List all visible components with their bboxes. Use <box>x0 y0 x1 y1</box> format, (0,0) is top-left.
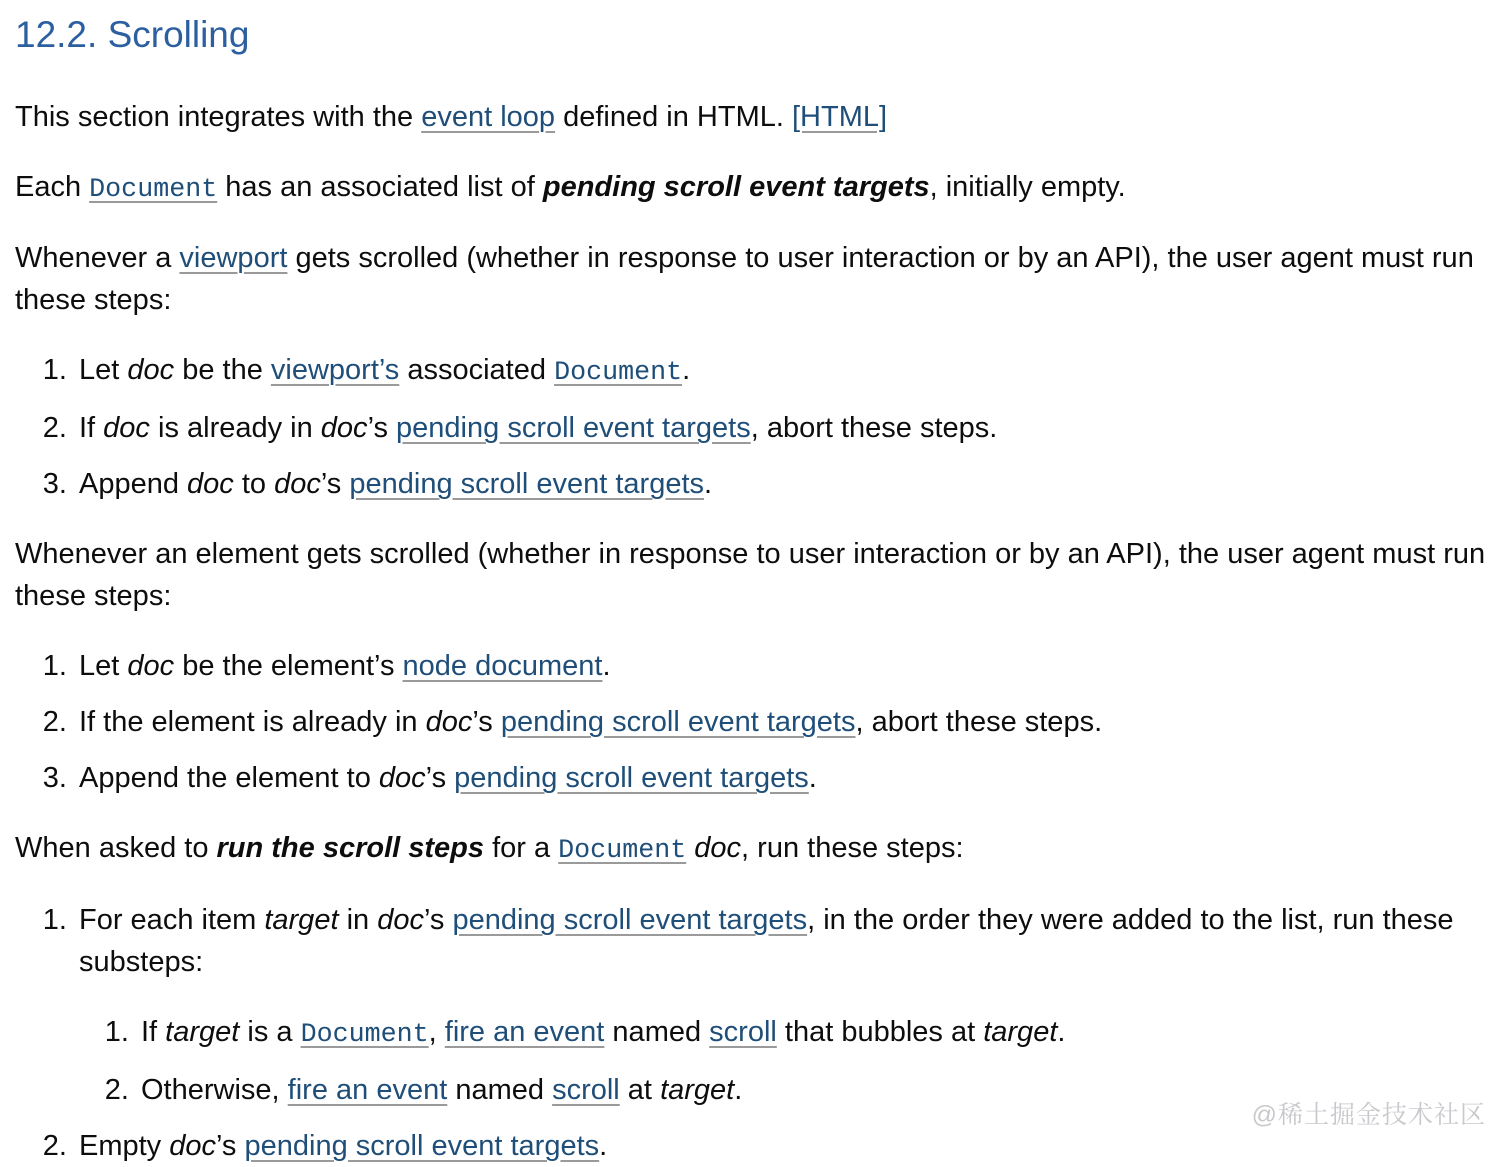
viewport-scroll-steps-list <box>15 349 1490 505</box>
text: , <box>428 1016 445 1049</box>
pending-scroll-event-targets-link[interactable]: pending scroll event targets <box>349 468 705 501</box>
document-link[interactable]: Document <box>89 174 218 205</box>
text: If <box>141 1016 166 1049</box>
italic-text: target <box>660 1073 735 1106</box>
text: is a <box>239 1016 301 1049</box>
text: This section integrates with the <box>15 100 422 133</box>
list-item <box>75 757 1490 799</box>
text: defined in HTML. <box>555 100 792 133</box>
text: has an associated list of <box>217 170 543 203</box>
italic-text: doc <box>274 468 321 501</box>
paragraph-run-scroll-steps <box>15 827 1490 871</box>
document-link[interactable]: Document <box>558 836 687 867</box>
text: . <box>682 354 691 387</box>
text: named <box>604 1016 710 1049</box>
text: named <box>447 1073 553 1106</box>
viewport-link[interactable]: viewport <box>179 242 288 275</box>
list-item-text <box>79 904 1462 978</box>
text: associated <box>399 354 555 387</box>
italic-text: doc <box>425 706 473 739</box>
scroll-event-link[interactable]: scroll <box>709 1016 777 1049</box>
paragraph-pending-targets-definition <box>15 166 1490 210</box>
text: Each <box>15 170 90 203</box>
paragraph-intro <box>15 96 1490 138</box>
text: If the element is already in <box>79 706 426 739</box>
text: Whenever a <box>15 242 180 275</box>
text: in <box>338 904 378 937</box>
text: Whenever an element gets scrolled (whether in response to user interaction or by an API), the user agent must run these steps: <box>15 538 1494 613</box>
text: Append the element to <box>79 762 379 795</box>
text: . <box>734 1073 743 1106</box>
text: gets scrolled (whether in response to user interaction or by an API), the user agent must run these steps: <box>15 242 1482 317</box>
element-scroll-steps-list <box>15 645 1490 799</box>
italic-text: doc <box>377 904 424 937</box>
text: , abort these steps. <box>750 412 998 445</box>
list-item <box>75 899 1490 1111</box>
scroll-event-link[interactable]: scroll <box>552 1073 620 1106</box>
document-link[interactable]: Document <box>300 1020 429 1051</box>
list-item <box>75 645 1490 687</box>
pending-scroll-event-targets-link[interactable]: pending scroll event targets <box>500 706 856 739</box>
text: Append <box>79 468 188 501</box>
pending-scroll-event-targets-link[interactable]: pending scroll event targets <box>454 762 809 795</box>
html-ref-link[interactable]: [HTML] <box>791 100 888 133</box>
italic-text: doc <box>103 412 150 445</box>
event-loop-link[interactable]: event loop <box>421 100 556 133</box>
text: to <box>233 468 275 501</box>
text: at <box>619 1073 661 1106</box>
pending-scroll-event-targets-link[interactable]: pending scroll event targets <box>244 1130 600 1162</box>
text: ’s <box>472 706 501 739</box>
paragraph-viewport-scrolled <box>15 237 1490 321</box>
italic-text: doc <box>127 354 175 387</box>
list-item <box>75 463 1490 505</box>
italic-text: doc <box>127 650 175 683</box>
text: ’s <box>423 904 453 937</box>
italic-text: doc <box>378 762 426 795</box>
text: Let <box>79 354 128 387</box>
paragraph-element-scrolled <box>15 533 1494 617</box>
text: For each item <box>79 904 265 937</box>
pending-scroll-event-targets-link[interactable]: pending scroll event targets <box>452 904 808 937</box>
node-document-link[interactable]: node document <box>402 650 603 683</box>
text: , abort these steps. <box>855 706 1103 739</box>
text: that bubbles at <box>776 1016 984 1049</box>
text: ’s <box>216 1130 245 1162</box>
fire-an-event-link[interactable]: fire an event <box>287 1073 448 1106</box>
italic-text: target <box>264 904 339 937</box>
italic-text: doc <box>694 832 742 865</box>
text: be the <box>174 354 271 387</box>
italic-text: doc <box>320 412 368 445</box>
text: When asked to <box>15 832 217 865</box>
text: Empty <box>79 1130 170 1162</box>
text: Otherwise, <box>141 1073 288 1106</box>
italic-text: doc <box>187 468 234 501</box>
text: . <box>808 762 817 795</box>
text: be the element’s <box>174 650 403 683</box>
text: , initially empty. <box>929 170 1126 203</box>
list-item <box>75 407 1490 449</box>
bold-italic-text: run the scroll steps <box>216 832 485 865</box>
text: . <box>599 1130 608 1162</box>
text: ’s <box>320 468 350 501</box>
text: Let <box>79 650 128 683</box>
text: , in the order they were added to the list, run these substeps: <box>79 904 1462 979</box>
list-item <box>75 701 1490 743</box>
text: for a <box>484 832 559 865</box>
text: is already in <box>149 412 321 445</box>
pending-scroll-event-targets-link[interactable]: pending scroll event targets <box>396 412 751 445</box>
section-heading: 12.2. Scrolling <box>15 14 250 55</box>
list-item <box>75 349 1490 393</box>
text: ’s <box>367 412 397 445</box>
document-link[interactable]: Document <box>554 358 683 389</box>
text: , run these steps: <box>741 832 964 865</box>
text: . <box>704 468 713 501</box>
text: . <box>602 650 611 683</box>
italic-text: doc <box>169 1130 217 1162</box>
fire-an-event-link[interactable]: fire an event <box>444 1016 605 1049</box>
italic-text: target <box>983 1016 1058 1049</box>
text: . <box>1057 1016 1066 1049</box>
bold-italic-text: pending scroll event targets <box>542 170 930 203</box>
list-item <box>137 1011 1490 1055</box>
watermark: @稀土掘金技术社区 <box>1251 1100 1486 1129</box>
text: ’s <box>425 762 455 795</box>
italic-text: target <box>165 1016 240 1049</box>
text: If <box>79 412 104 445</box>
viewport-link[interactable]: viewport’s <box>270 354 400 387</box>
